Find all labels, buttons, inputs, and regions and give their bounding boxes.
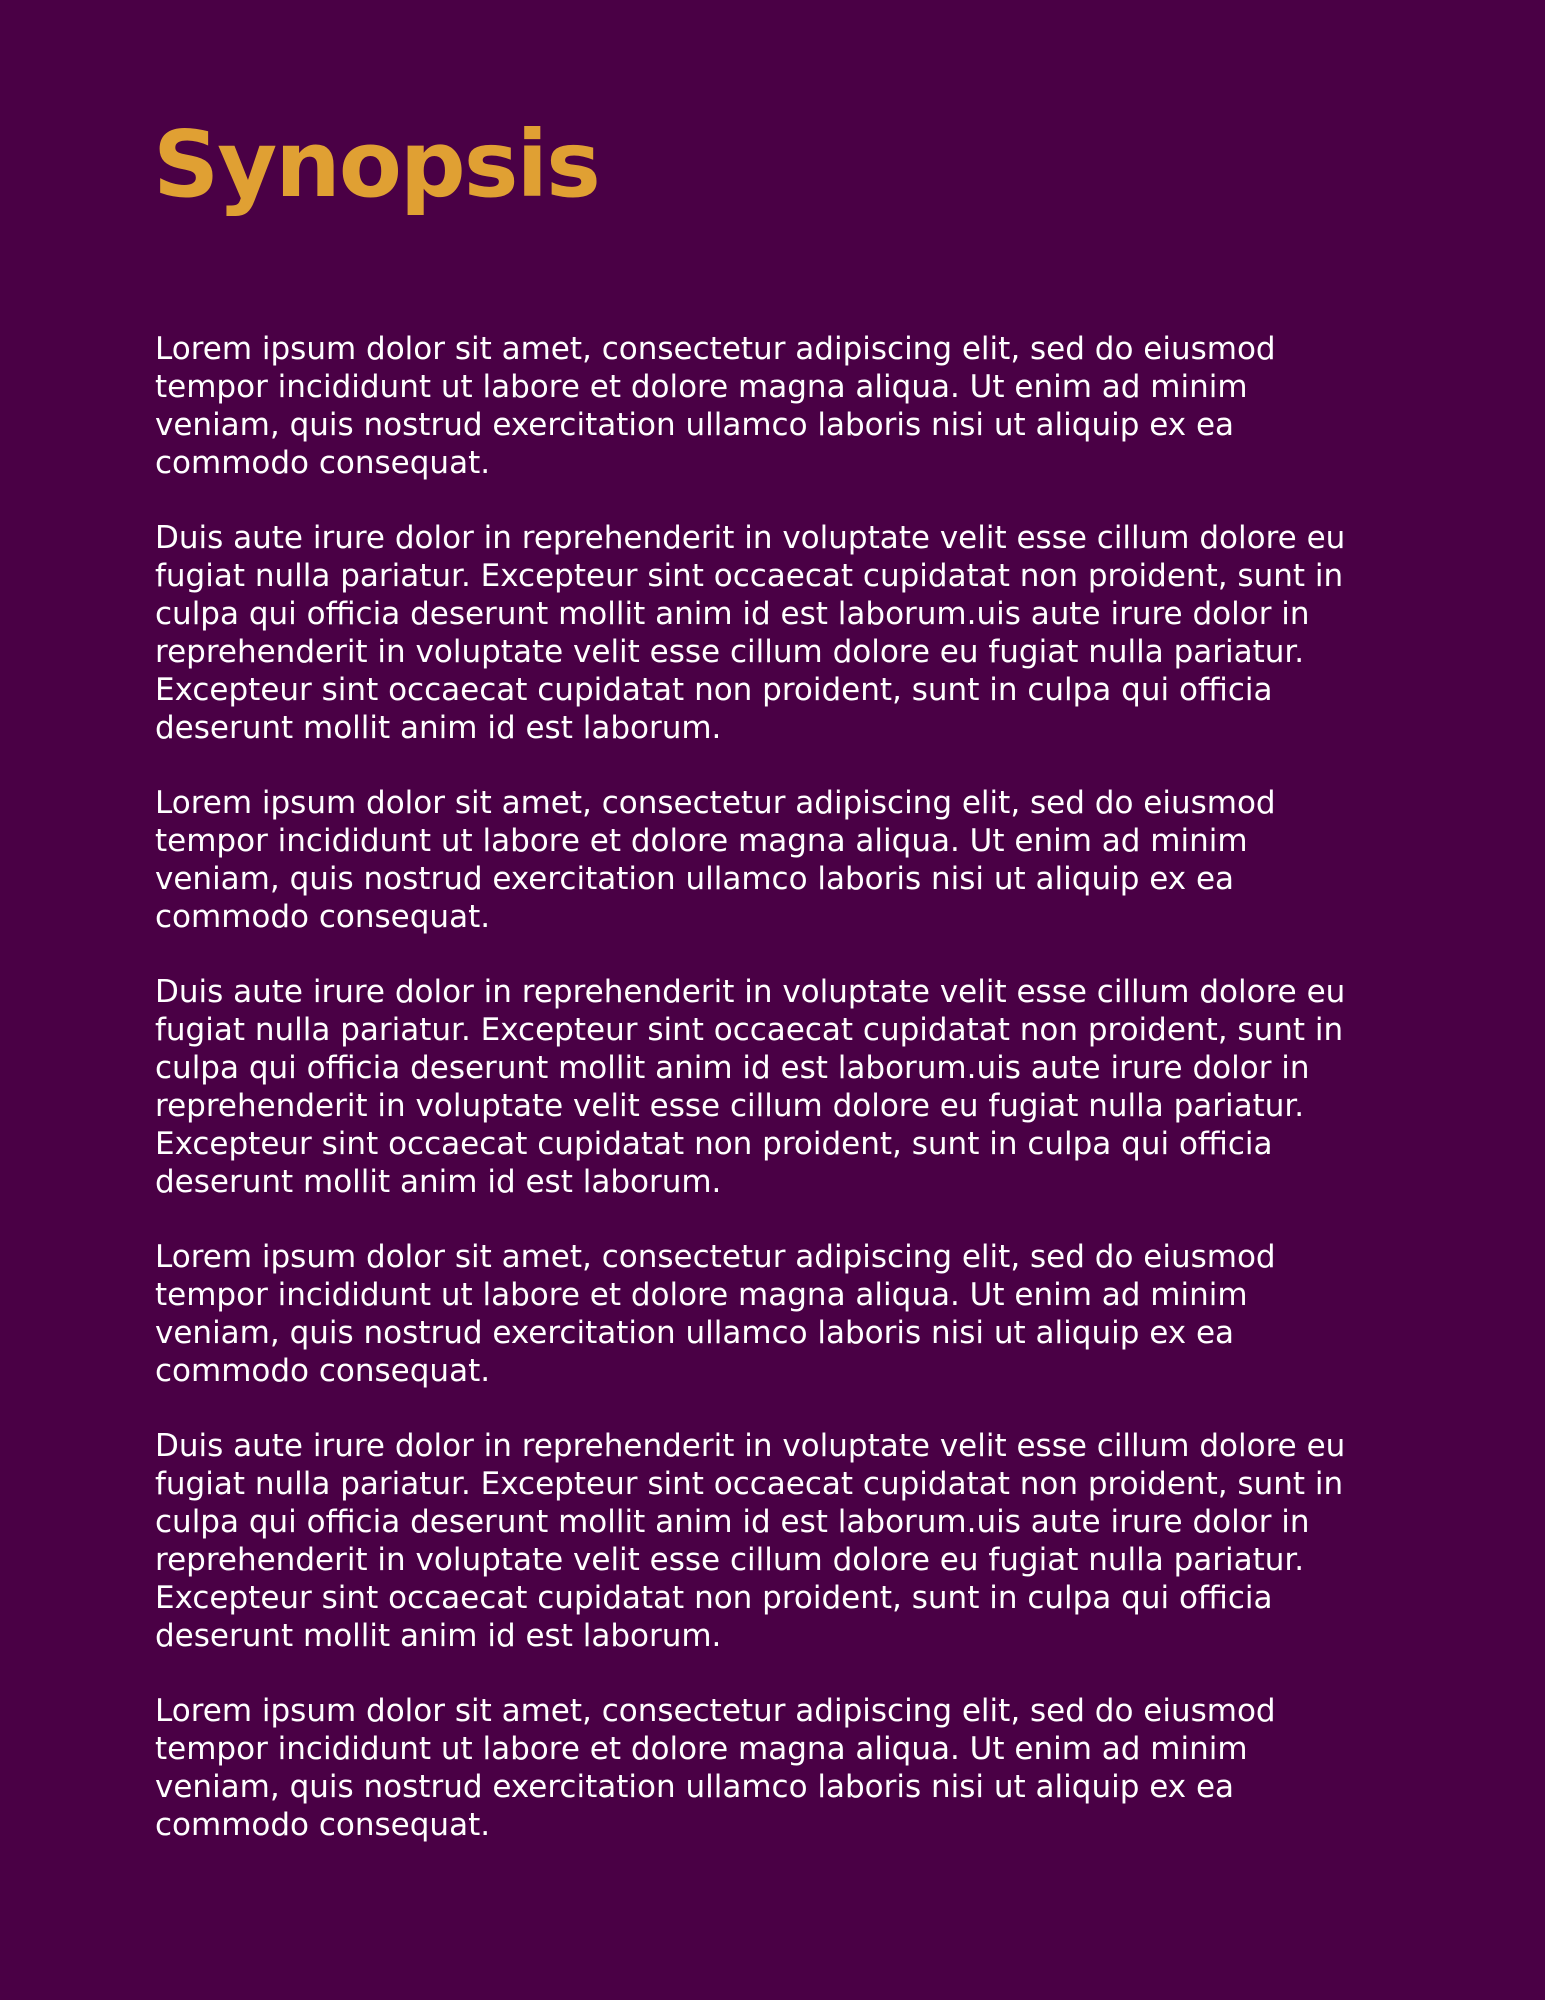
paragraph-line: fugiat nulla pariatur. Excepteur sint occaecat cupidatat non proident, sunt in: [155, 558, 1344, 594]
paragraph-line: fugiat nulla pariatur. Excepteur sint occaecat cupidatat non proident, sunt in: [155, 1012, 1344, 1048]
paragraph-line: commodo consequat.: [155, 1353, 491, 1389]
paragraph-line: Duis aute irure dolor in reprehenderit in voluptate velit esse cillum dolore eu: [155, 974, 1346, 1010]
paragraph-line: commodo consequat.: [155, 899, 491, 935]
paragraph-line: Duis aute irure dolor in reprehenderit in voluptate velit esse cillum dolore eu: [155, 1428, 1346, 1464]
paragraph-line: Lorem ipsum dolor sit amet, consectetur adipiscing elit, sed do eiusmod: [155, 785, 1276, 821]
body-paragraph: [155, 1238, 1395, 1390]
paragraph-line: veniam, quis nostrud exercitation ullamco laboris nisi ut aliquip ex ea: [155, 407, 1235, 443]
paragraph-line: Excepteur sint occaecat cupidatat non proident, sunt in culpa qui officia: [155, 672, 1273, 708]
paragraph-line: commodo consequat.: [155, 1807, 491, 1843]
body-paragraph: [155, 784, 1395, 936]
body-paragraph: [155, 973, 1395, 1201]
paragraph-line: veniam, quis nostrud exercitation ullamco laboris nisi ut aliquip ex ea: [155, 1315, 1235, 1351]
body-paragraph: [155, 330, 1395, 482]
body-paragraph: [155, 1427, 1395, 1655]
paragraph-line: commodo consequat.: [155, 445, 491, 481]
paragraph-line: tempor incididunt ut labore et dolore magna aliqua. Ut enim ad minim: [155, 369, 1248, 405]
synopsis-body: [155, 330, 1395, 1881]
paragraph-line: tempor incididunt ut labore et dolore magna aliqua. Ut enim ad minim: [155, 1277, 1248, 1313]
body-paragraph: [155, 1692, 1395, 1844]
paragraph-line: deserunt mollit anim id est laborum.: [155, 710, 722, 746]
paragraph-line: Duis aute irure dolor in reprehenderit in voluptate velit esse cillum dolore eu: [155, 520, 1346, 556]
paragraph-line: Lorem ipsum dolor sit amet, consectetur adipiscing elit, sed do eiusmod: [155, 1693, 1276, 1729]
paragraph-line: Excepteur sint occaecat cupidatat non proident, sunt in culpa qui officia: [155, 1580, 1273, 1616]
paragraph-line: Excepteur sint occaecat cupidatat non proident, sunt in culpa qui officia: [155, 1126, 1273, 1162]
paragraph-line: culpa qui officia deserunt mollit anim id est laborum.uis aute irure dolor in: [155, 1504, 1310, 1540]
paragraph-line: reprehenderit in voluptate velit esse cillum dolore eu fugiat nulla pariatur.: [155, 1088, 1305, 1124]
paragraph-line: culpa qui officia deserunt mollit anim id est laborum.uis aute irure dolor in: [155, 1050, 1310, 1086]
paragraph-line: tempor incididunt ut labore et dolore magna aliqua. Ut enim ad minim: [155, 1731, 1248, 1767]
paragraph-line: fugiat nulla pariatur. Excepteur sint occaecat cupidatat non proident, sunt in: [155, 1466, 1344, 1502]
paragraph-line: veniam, quis nostrud exercitation ullamco laboris nisi ut aliquip ex ea: [155, 861, 1235, 897]
paragraph-line: deserunt mollit anim id est laborum.: [155, 1164, 722, 1200]
paragraph-line: tempor incididunt ut labore et dolore magna aliqua. Ut enim ad minim: [155, 823, 1248, 859]
paragraph-line: Lorem ipsum dolor sit amet, consectetur adipiscing elit, sed do eiusmod: [155, 1239, 1276, 1275]
paragraph-line: reprehenderit in voluptate velit esse cillum dolore eu fugiat nulla pariatur.: [155, 1542, 1305, 1578]
paragraph-line: culpa qui officia deserunt mollit anim id est laborum.uis aute irure dolor in: [155, 596, 1310, 632]
paragraph-line: veniam, quis nostrud exercitation ullamco laboris nisi ut aliquip ex ea: [155, 1769, 1235, 1805]
paragraph-line: Lorem ipsum dolor sit amet, consectetur adipiscing elit, sed do eiusmod: [155, 331, 1276, 367]
body-paragraph: [155, 519, 1395, 747]
page-title: Synopsis: [153, 111, 599, 218]
paragraph-line: reprehenderit in voluptate velit esse cillum dolore eu fugiat nulla pariatur.: [155, 634, 1305, 670]
paragraph-line: deserunt mollit anim id est laborum.: [155, 1618, 722, 1654]
